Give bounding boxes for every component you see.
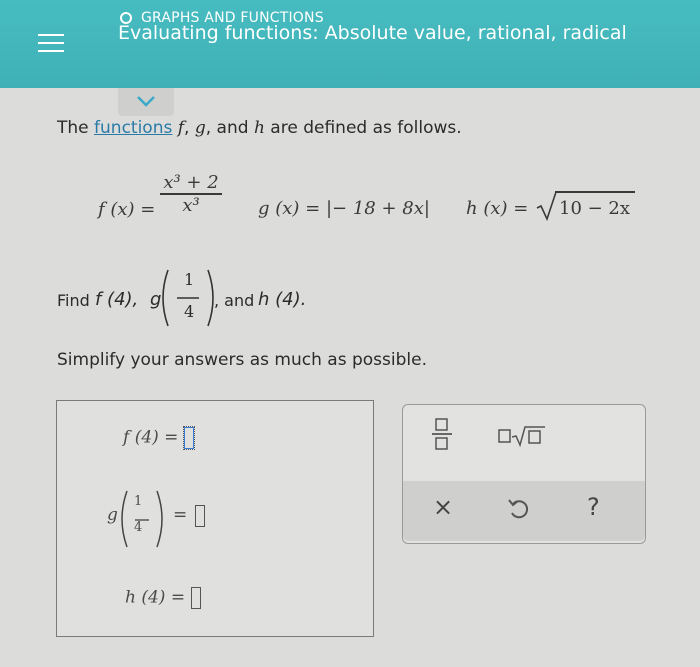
radical-sign-icon [536, 190, 558, 222]
h-radicand: 10 − 2x [559, 198, 631, 219]
help-button[interactable]: ? [587, 493, 600, 521]
find-f: f (4), [95, 289, 139, 310]
f-lhs: f (x) = [98, 199, 156, 220]
clear-button[interactable]: × [433, 493, 454, 521]
find-g-numerator: 1 [184, 270, 195, 289]
nth-root-button[interactable] [497, 425, 547, 451]
answer-h-label: h (4) = [125, 587, 186, 608]
answer-f-row [123, 427, 194, 449]
find-and: , and [214, 291, 255, 310]
menu-icon[interactable] [38, 32, 68, 54]
header-bar [0, 0, 700, 88]
answer-f-label: f (4) = [123, 427, 179, 448]
answer-g-denominator: 4 [134, 520, 143, 535]
simplify-instruction: Simplify your answers as much as possible. [57, 350, 427, 370]
f-denominator: x³ [182, 194, 200, 216]
f-numerator: x³ + 2 [163, 172, 219, 193]
answer-g-equals: = [173, 505, 188, 525]
undo-button[interactable] [507, 497, 529, 525]
find-g: g [150, 289, 162, 310]
answer-g-input[interactable] [195, 505, 205, 527]
answer-h-row [125, 587, 201, 609]
topic-label: GRAPHS AND FUNCTIONS [141, 10, 324, 26]
sqrt-icon [497, 425, 547, 447]
tool-action-strip [403, 481, 645, 541]
math-tool-panel [402, 404, 646, 544]
chevron-down-icon [136, 94, 156, 108]
answer-g-numerator: 1 [134, 494, 143, 509]
find-prefix: Find [57, 291, 90, 310]
collapse-tab[interactable] [118, 88, 174, 116]
function-g-definition: g (x) = |− 18 + 8x| [258, 198, 430, 219]
answer-g-row [107, 483, 287, 553]
answer-h-input[interactable] [191, 587, 201, 609]
functions-link[interactable]: functions [94, 118, 173, 138]
find-g-denominator: 4 [184, 302, 195, 321]
answer-g-label: g [107, 505, 118, 525]
undo-icon [507, 497, 529, 521]
problem-intro: The functions f, g, and h are defined as follows. [57, 118, 462, 138]
h-lhs: h (x) = [466, 198, 529, 219]
answer-area [56, 400, 374, 637]
fraction-button[interactable] [431, 417, 453, 455]
lesson-title: Evaluating functions: Absolute value, rational, radical [118, 22, 627, 44]
fraction-icon [431, 417, 453, 451]
f-fraction [160, 172, 222, 216]
find-h: h (4). [258, 289, 307, 310]
answer-f-input[interactable] [184, 427, 194, 449]
